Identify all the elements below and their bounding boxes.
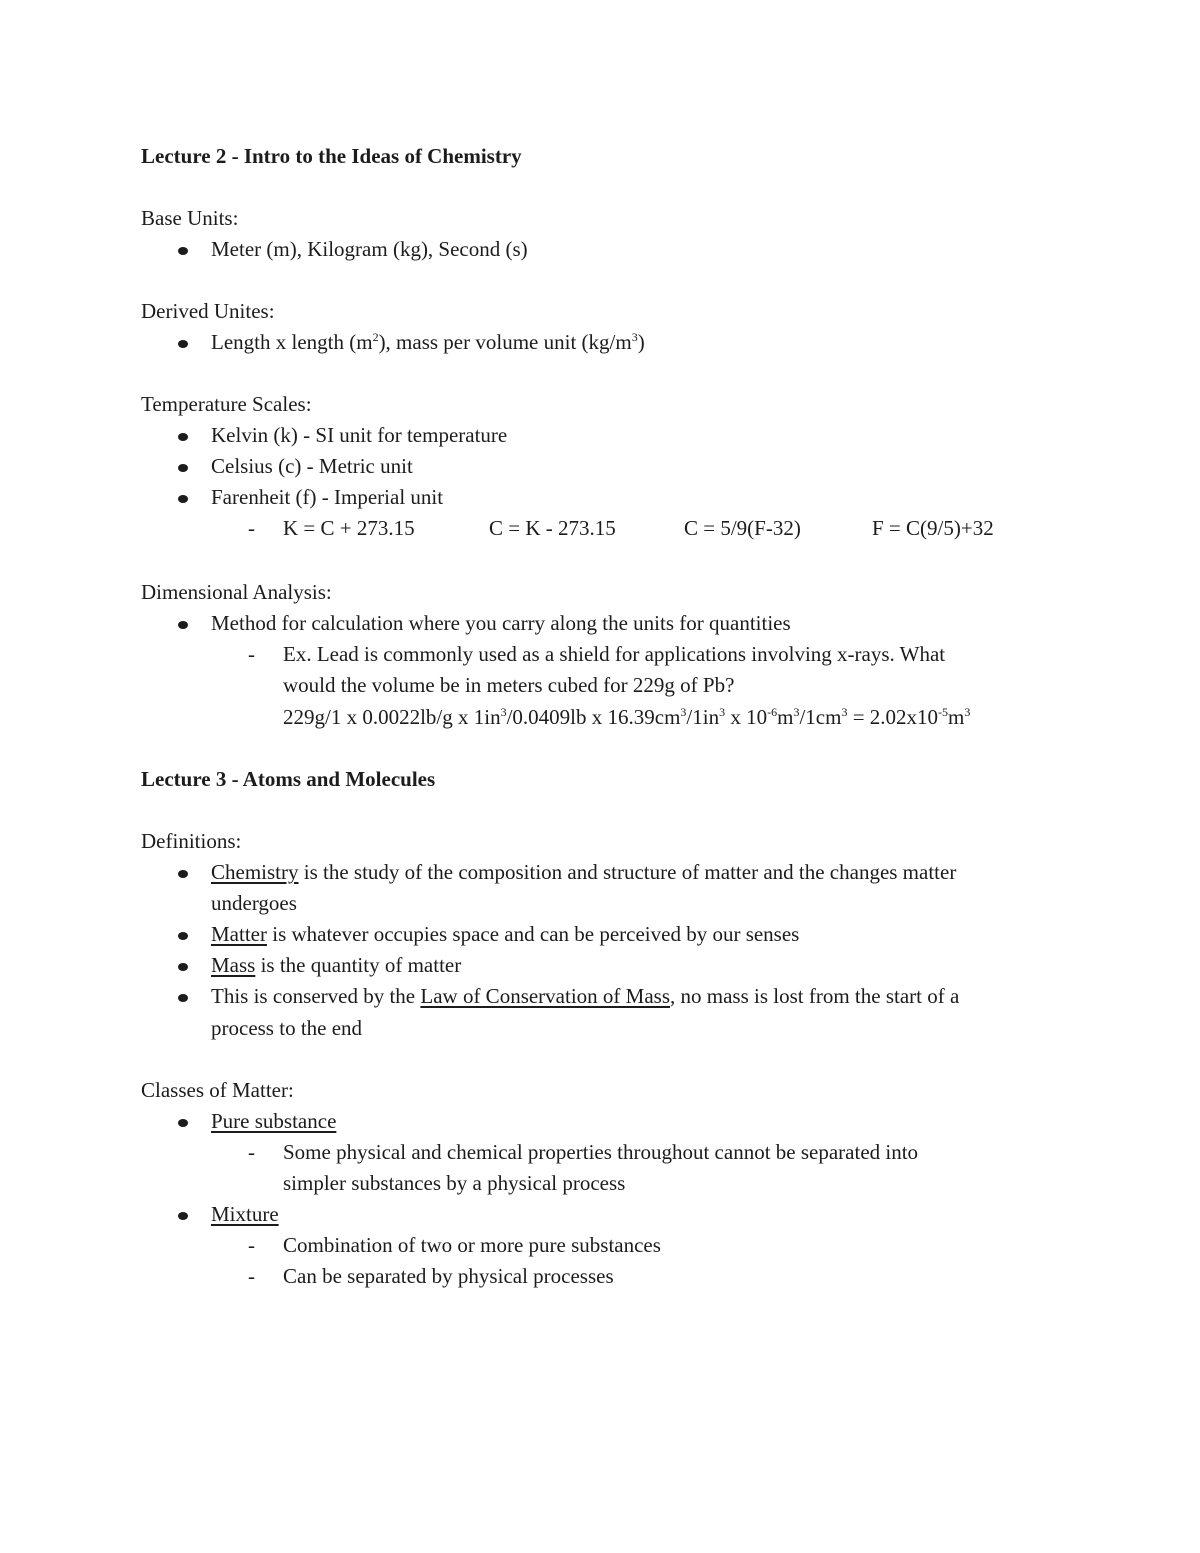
bullet-icon: [178, 464, 188, 472]
bullet-icon: [178, 621, 188, 629]
base-units-heading: Base Units:: [141, 206, 239, 230]
term-chemistry: Chemistry: [211, 860, 299, 884]
bullet-icon: [178, 932, 188, 940]
dimensional-example-line1: Ex. Lead is commonly used as a shield for applications involving x-rays. What: [283, 642, 946, 666]
dimensional-example-line2: would the volume be in meters cubed for 229g of Pb?: [283, 673, 735, 697]
class-pure-substance: [211, 1106, 336, 1137]
term-matter: Matter: [211, 922, 267, 946]
temperature-item-kelvin: Kelvin (k) - SI unit for temperature: [211, 423, 508, 447]
dash-marker: -: [248, 642, 255, 666]
classes-heading: Classes of Matter:: [141, 1078, 294, 1102]
formula-celsius-from-farenheit: C = 5/9(F-32): [684, 516, 801, 540]
bullet-icon: [178, 247, 188, 255]
definition-chemistry: Chemistry is the study of the composition and structure of matter and the changes matter: [211, 860, 957, 884]
pure-substance-detail-cont: simpler substances by a physical process: [283, 1171, 626, 1195]
bullet-icon: [178, 870, 188, 878]
dimensional-heading: Dimensional Analysis:: [141, 580, 332, 604]
bullet-icon: [178, 1119, 188, 1127]
bullet-icon: [178, 1212, 188, 1220]
term-mass: Mass: [211, 953, 256, 977]
definition-mass: Mass is the quantity of matter: [211, 953, 462, 977]
temperature-item-celsius: Celsius (c) - Metric unit: [211, 454, 413, 478]
mixture-detail-1: Combination of two or more pure substances: [283, 1233, 661, 1257]
term-pure-substance: Pure substance: [211, 1109, 337, 1133]
class-mixture: [211, 1199, 279, 1230]
definitions-heading: Definitions:: [141, 829, 242, 853]
definition-law: This is conserved by the Law of Conservation of Mass, no mass is lost from the start of a: [211, 984, 960, 1008]
bullet-icon: [178, 495, 188, 503]
dimensional-calculation: 229g/1 x 0.0022lb/g x $1in^3/0.0409lb$ x $16.39cm^3/1in^3$ x $10^{-6}m^3/1cm^3 = 2.02x10^{-5}m^3$: [283, 705, 971, 729]
dash-marker: -: [248, 1233, 255, 1257]
term-mixture: Mixture: [211, 1202, 279, 1226]
derived-units-heading: Derived Unites:: [141, 299, 275, 323]
temperature-heading: Temperature Scales:: [141, 392, 312, 416]
formula-kelvin: K = C + 273.15: [283, 516, 415, 540]
temperature-formulas: [283, 513, 1083, 544]
bullet-icon: [178, 433, 188, 441]
base-units-item: Meter (m), Kilogram (kg), Second (s): [211, 237, 528, 261]
dimensional-item: Method for calculation where you carry along the units for quantities: [211, 611, 791, 635]
lecture-2-title: Lecture 2 - Intro to the Ideas of Chemistry: [141, 144, 522, 168]
bullet-icon: [178, 994, 188, 1002]
term-law-of-conservation-of-mass: Law of Conservation of Mass: [420, 984, 670, 1008]
bullet-icon: [178, 963, 188, 971]
bullet-icon: [178, 340, 188, 348]
dash-marker: -: [248, 1140, 255, 1164]
dash-marker: -: [248, 516, 255, 540]
definition-law-cont: process to the end: [211, 1016, 363, 1040]
temperature-item-farenheit: Farenheit (f) - Imperial unit: [211, 485, 444, 509]
formula-farenheit: F = C(9/5)+32: [872, 516, 994, 540]
pure-substance-detail: Some physical and chemical properties throughout cannot be separated into: [283, 1140, 919, 1164]
formula-celsius-from-kelvin: C = K - 273.15: [489, 516, 616, 540]
mixture-detail-2: Can be separated by physical processes: [283, 1264, 614, 1288]
definition-chemistry-cont: undergoes: [211, 891, 297, 915]
derived-units-item: Length x length $(m^2)$, mass per volume unit $(kg/m^3)$: [211, 330, 645, 354]
dash-marker: -: [248, 1264, 255, 1288]
lecture-3-title: Lecture 3 - Atoms and Molecules: [141, 767, 436, 791]
definition-matter: Matter is whatever occupies space and can be perceived by our senses: [211, 922, 800, 946]
